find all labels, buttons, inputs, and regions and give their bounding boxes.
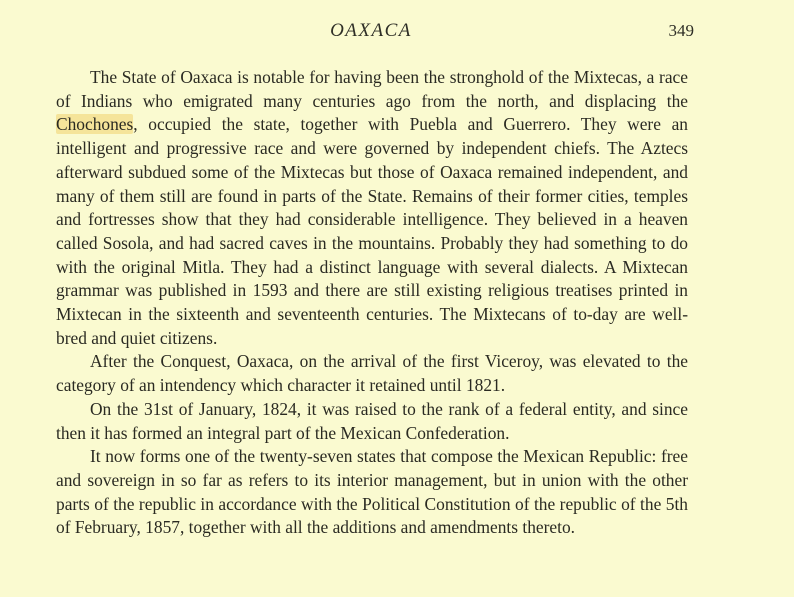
- paragraph-federal-entity: On the 31st of January, 1824, it was raised to the rank of a federal entity, and since then it has formed an integral part of the Mexican Confederation.: [56, 398, 688, 443]
- paragraph-text: , occupied the state, together with Puebla and Guerrero. They were an intelligent and progressive race and were governed by independent chiefs. The Aztecs afterward subdued some of the Mixtecas but those of Oaxaca remained independent, and many of them still are found in parts of the State. Remains of their former cities, temples and fortresses show that they had considerable intelligence. They believed in a heaven called Sosola, and had sacred caves in the mountains. Probably they had something to do with the original Mitla. They had a distinct language with several dialects. A Mixtecan grammar was published in 1593 and there are still existing religious treatises printed in Mixtecan in the sixteenth and seventeenth centuries. The Mixtecans of to-day are well-bred and quiet citizens.: [56, 114, 688, 348]
- paragraph-text: The State of Oaxaca is notable for having been the stronghold of the Mixtecas, a race of Indians who emigrated many centuries ago from the north, and displacing the: [56, 67, 688, 111]
- body-text: [56, 66, 688, 540]
- page-number: 349: [668, 21, 694, 40]
- paragraph-mixtecas: [56, 66, 688, 350]
- paragraph-conquest: After the Conquest, Oaxaca, on the arrival of the first Viceroy, was elevated to the category of an intendency which character it retained until 1821.: [56, 351, 688, 396]
- paragraph-constitution: It now forms one of the twenty-seven states that compose the Mexican Republic: free and sovereign in so far as refers to its interior management, but in union with the other parts of the republic in accordance with the Political Constitution of the republic of the 5th of February, 1857, together with all the additions and amendments thereto.: [56, 446, 688, 538]
- running-title: OAXACA: [330, 20, 412, 41]
- highlighted-word: Chochones: [56, 114, 134, 135]
- running-head: [0, 20, 794, 50]
